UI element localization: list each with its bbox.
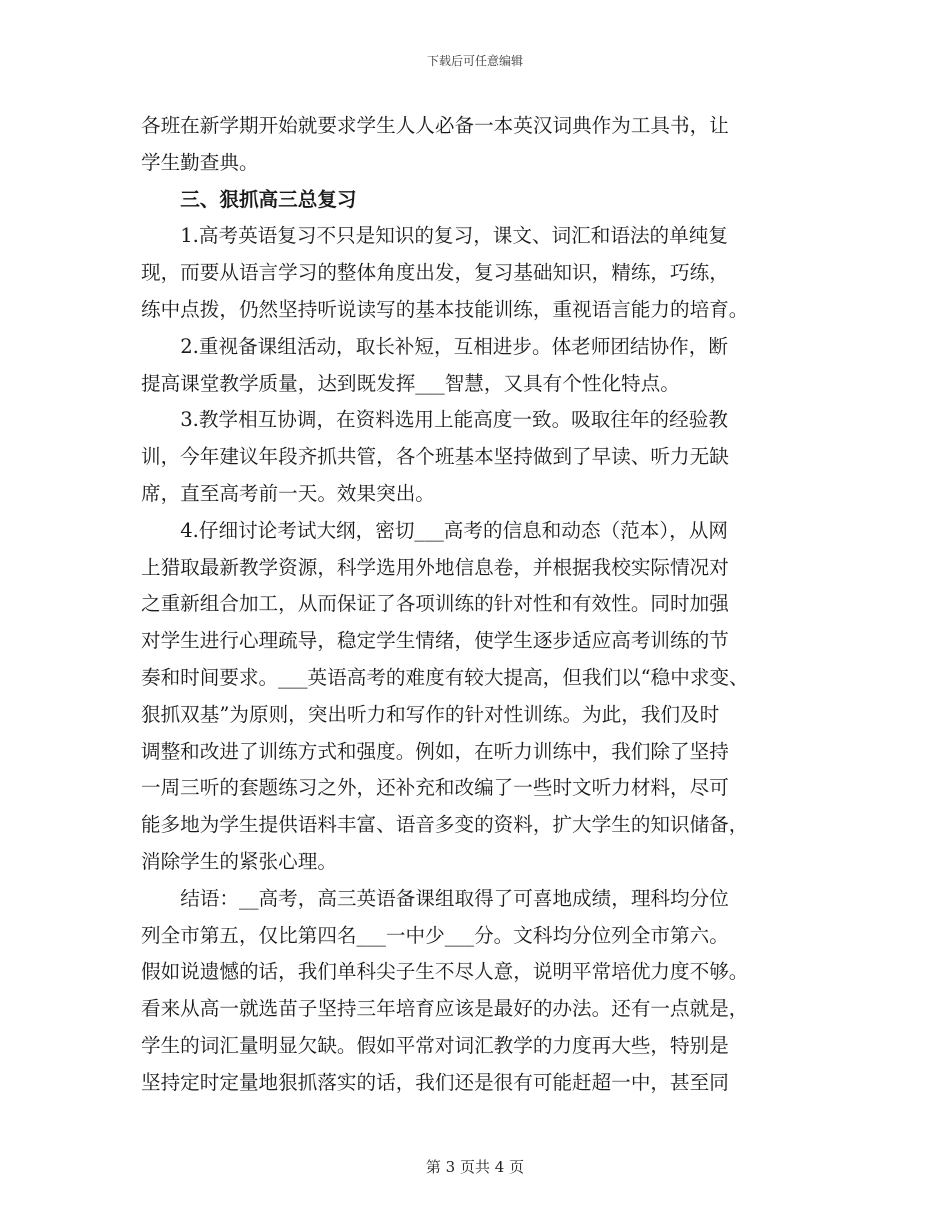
- text-line: 3.教学相互协调，在资料选用上能高度一致。吸取往年的经验教: [180, 408, 728, 432]
- text-line: 4.仔细讨论考试大纲，密切___高考的信息和动态（范本），从网: [180, 518, 728, 542]
- text-line: 之重新组合加工，从而保证了各项训练的针对性和有效性。同时加强: [141, 592, 729, 616]
- text-line: 对学生进行心理疏导，稳定学生情绪，使学生逐步适应高考训练的节: [141, 629, 729, 653]
- section-heading: [141, 182, 809, 219]
- text-line: 提高课堂教学质量，达到既发挥___智慧，又具有个性化特点。: [141, 371, 680, 395]
- paragraph-item-2: [141, 329, 809, 403]
- text-line: 各班在新学期开始就要求学生人人必备一本英汉词典作为工具书，让: [141, 114, 729, 137]
- paragraph-item-4: [141, 513, 809, 881]
- text-line: 席，直至高考前一天。效果突出。: [141, 481, 435, 505]
- text-line: 1.高考英语复习不只是知识的复习，课文、词汇和语法的单纯复: [180, 224, 728, 248]
- text-line: 学生勤查典。: [141, 150, 259, 174]
- text-line: 奏和时间要求。___英语高考的难度有较大提高，但我们以“稳中求变、: [141, 665, 749, 689]
- text-line: 2.重视备课组活动，取长补短，互相进步。体老师团结协作，断: [180, 334, 728, 358]
- text-line: 看来从高一就选苗子坚持三年培育应该是最好的办法。还有一点就是，: [141, 997, 749, 1021]
- text-line: 能多地为学生提供语料丰富、语音多变的资料，扩大学生的知识储备，: [141, 813, 749, 837]
- text-line: 结语：__高考，高三英语备课组取得了可喜地成绩，理科均分位: [180, 886, 729, 910]
- text-line: 学生的词汇量明显欠缺。假如平常对词汇教学的力度再大些，特别是: [141, 1033, 729, 1057]
- paragraph-item-1: [141, 218, 809, 328]
- text-line: 一周三听的套题练习之外，还补充和改编了一些时文听力材料，尽可: [141, 776, 729, 800]
- paragraph-conclusion: [141, 881, 809, 1102]
- text-line: 现，而要从语言学习的整体角度出发，复习基础知识，精练，巧练，: [141, 261, 729, 285]
- document-body: [141, 108, 809, 1102]
- text-line: 练中点拨，仍然坚持听说读写的基本技能训练，重视语言能力的培育。: [141, 297, 749, 321]
- page-footer: 第 3 页共 4 页: [425, 1158, 525, 1176]
- text-line: 狠抓双基”为原则，突出听力和写作的针对性训练。为此，我们及时: [141, 702, 720, 726]
- paragraph-item-3: [141, 402, 809, 512]
- text-line: 训，今年建议年段齐抓共管，各个班基本坚持做到了早读、听力无缺: [141, 445, 729, 469]
- page-header: 下载后可任意编辑: [426, 54, 523, 68]
- text-line: 上猎取最新教学资源，科学选用外地信息卷，并根据我校实际情况对: [141, 555, 729, 579]
- text-line: 消除学生的紧张心理。: [141, 849, 337, 873]
- text-line: 列全市第五，仅比第四名___一中少___分。文科均分位列全市第六。: [141, 923, 729, 947]
- paragraph-continuation: [141, 108, 809, 182]
- text-line: 假如说遗憾的话，我们单科尖子生不尽人意，说明平常培优力度不够。: [141, 960, 749, 984]
- text-line: 调整和改进了训练方式和强度。例如，在听力训练中，我们除了坚持: [141, 739, 729, 763]
- text-line: 坚持定时定量地狠抓落实的话，我们还是很有可能赶超一中，甚至同: [141, 1070, 729, 1094]
- heading-text: 三、狠抓高三总复习: [180, 187, 357, 211]
